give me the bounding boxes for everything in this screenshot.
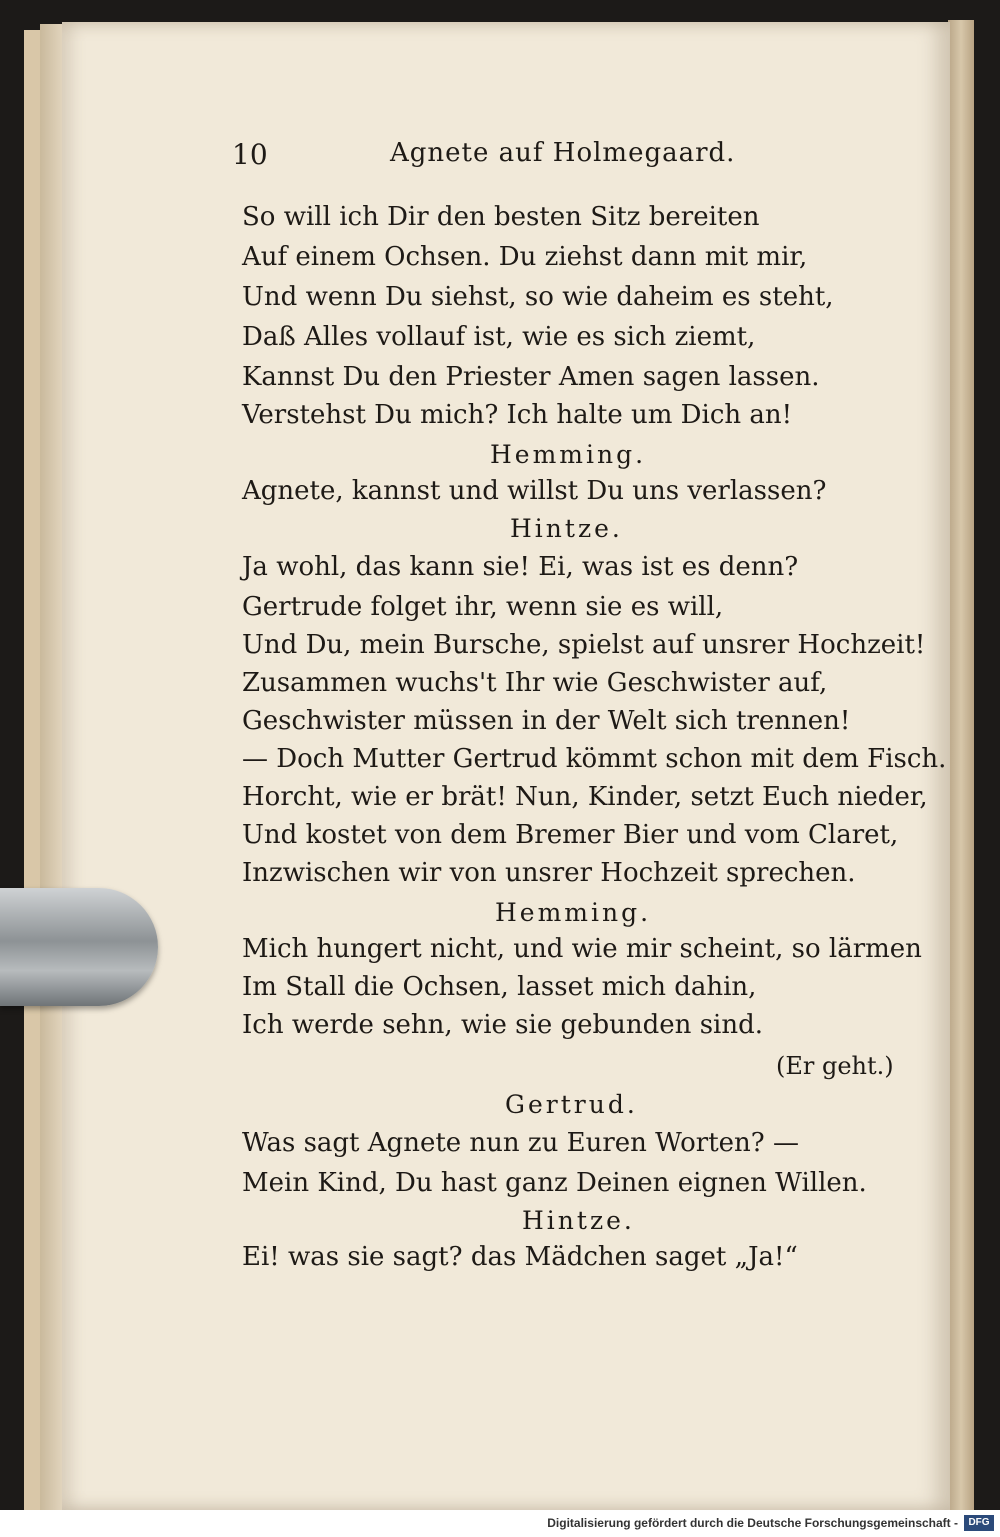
page-number: 10	[232, 138, 268, 171]
text-line: Verstehst Du mich? Ich halte um Dich an!	[242, 400, 793, 430]
text-line: Daß Alles vollauf ist, wie es sich ziemt,	[242, 322, 756, 352]
text-line: Ei! was sie sagt? das Mädchen saget „Ja!“	[242, 1242, 798, 1272]
speaker-name: Gertrud.	[505, 1090, 638, 1119]
text-line: Was sagt Agnete nun zu Euren Worten? —	[242, 1128, 800, 1158]
text-line: Horcht, wie er brät! Nun, Kinder, setzt Euch nieder,	[242, 782, 928, 812]
text-line: Inzwischen wir von unsrer Hochzeit sprechen.	[242, 858, 856, 888]
text-line: — Doch Mutter Gertrud kömmt schon mit dem Fisch.	[242, 744, 947, 774]
speaker-name: Hemming.	[495, 898, 652, 927]
text-line: Auf einem Ochsen. Du ziehst dann mit mir,	[242, 242, 808, 272]
page-right-edge	[948, 20, 974, 1510]
text-line: Ja wohl, das kann sie! Ei, was ist es denn?	[242, 552, 799, 582]
metal-page-clip	[0, 888, 158, 1006]
text-line: Gertrude folget ihr, wenn sie es will,	[242, 592, 724, 622]
footer-bar	[0, 1510, 1000, 1537]
footer-credit: Digitalisierung gefördert durch die Deutsche Forschungsgemeinschaft -	[547, 1516, 958, 1530]
text-line: Kannst Du den Priester Amen sagen lassen.	[242, 362, 820, 392]
text-line: Und Du, mein Bursche, spielst auf unsrer Hochzeit!	[242, 630, 926, 660]
text-line: Im Stall die Ochsen, lasset mich dahin,	[242, 972, 757, 1002]
speaker-name: Hemming.	[490, 440, 647, 469]
text-line: Ich werde sehn, wie sie gebunden sind.	[242, 1010, 764, 1040]
text-line: Und wenn Du siehst, so wie daheim es steht,	[242, 282, 834, 312]
speaker-name: Hintze.	[522, 1206, 635, 1235]
text-line: So will ich Dir den besten Sitz bereiten	[242, 202, 760, 232]
text-line: Geschwister müssen in der Welt sich trennen!	[242, 706, 851, 736]
text-line: Mich hungert nicht, und wie mir scheint, so lärmen	[242, 934, 922, 964]
text-line: Mein Kind, Du hast ganz Deinen eignen Willen.	[242, 1168, 867, 1198]
text-line: Und kostet von dem Bremer Bier und vom Claret,	[242, 820, 899, 850]
running-title: Agnete auf Holmegaard.	[390, 138, 736, 168]
speaker-name: Hintze.	[510, 514, 623, 543]
dfg-logo: DFG	[964, 1515, 994, 1531]
text-line: Zusammen wuchs't Ihr wie Geschwister auf,	[242, 668, 828, 698]
text-line: Agnete, kannst und willst Du uns verlassen?	[242, 476, 827, 506]
stage-direction: (Er geht.)	[776, 1052, 894, 1080]
